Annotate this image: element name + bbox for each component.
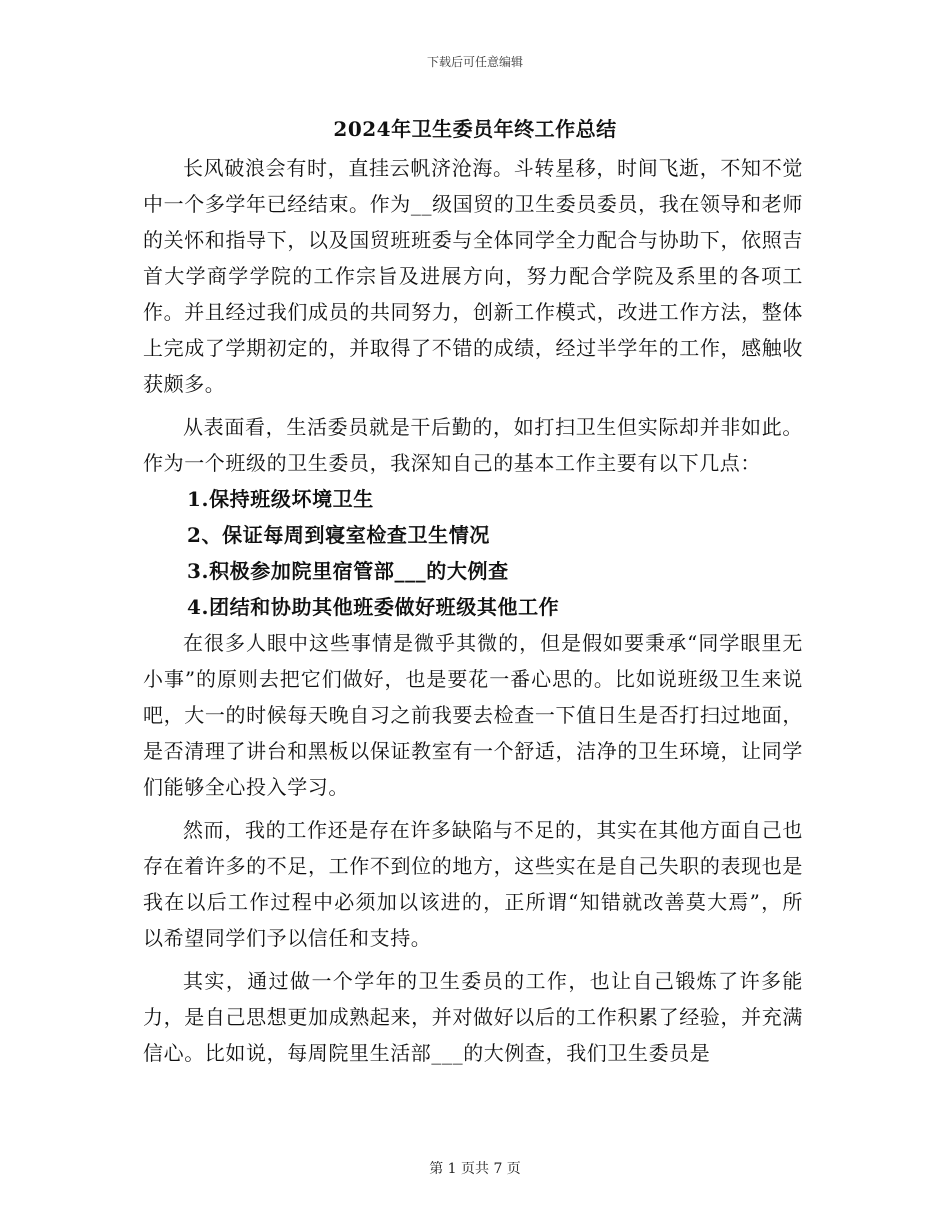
paragraph-duties-intro: 从表面看，生活委员就是干后勤的，如打扫卫生但实际却并非如此。作为一个班级的卫生委员，我深知自己的基本工作主要有以下几点：	[143, 415, 803, 475]
list-item-4: 4.团结和协助其他班委做好班级其他工作	[187, 595, 560, 619]
paragraph-shortcomings: 然而，我的工作还是存在许多缺陷与不足的，其实在其他方面自己也存在着许多的不足，工作不到位的地方，这些实在是自己失职的表现也是我在以后工作过程中必须加以该进的，正所谓“知错就改善莫大焉”，所以希望同学们予以信任和支持。	[143, 818, 803, 950]
page-footer: 第 1 页共 7 页	[429, 1161, 521, 1177]
list-item-2: 2、保证每周到寝室检查卫生情况	[187, 523, 490, 547]
paragraph-gains: 其实，通过做一个学年的卫生委员的工作，也让自己锻炼了许多能力，是自己思想更加成熟起来，并对做好以后的工作积累了经验，并充满信心。比如说，每周院里生活部___的大例查，我们卫生委员是	[143, 969, 803, 1065]
list-item-3: 3.积极参加院里宿管部___的大例查	[187, 559, 509, 583]
document-title: 2024年卫生委员年终工作总结	[333, 117, 617, 141]
paragraph-class-hygiene: 在很多人眼中这些事情是微乎其微的，但是假如要秉承“同学眼里无小事”的原则去把它们做好，也是要花一番心思的。比如说班级卫生来说吧，大一的时候每天晚自习之前我要去检查一下值日生是否打扫过地面，是否清理了讲台和黑板以保证教室有一个舒适，洁净的卫生环境，让同学们能够全心投入学习。	[143, 631, 803, 799]
paragraph-intro: 长风破浪会有时，直挂云帆济沧海。斗转星移，时间飞逝，不知不觉中一个多学年已经结束。作为__级国贸的卫生委员委员，我在领导和老师的关怀和指导下，以及国贸班班委与全体同学全力配合与协助下，依照吉首大学商学学院的工作宗旨及进展方向，努力配合学院及系里的各项工作。并且经过我们成员的共同努力，创新工作模式，改进工作方法，整体上完成了学期初定的，并取得了不错的成绩，经过半学年的工作，感触收获颇多。	[143, 156, 803, 396]
document-body	[143, 150, 803, 1071]
header-note: 下载后可任意编辑	[426, 55, 523, 69]
list-item-1: 1.保持班级坏境卫生	[187, 487, 374, 511]
